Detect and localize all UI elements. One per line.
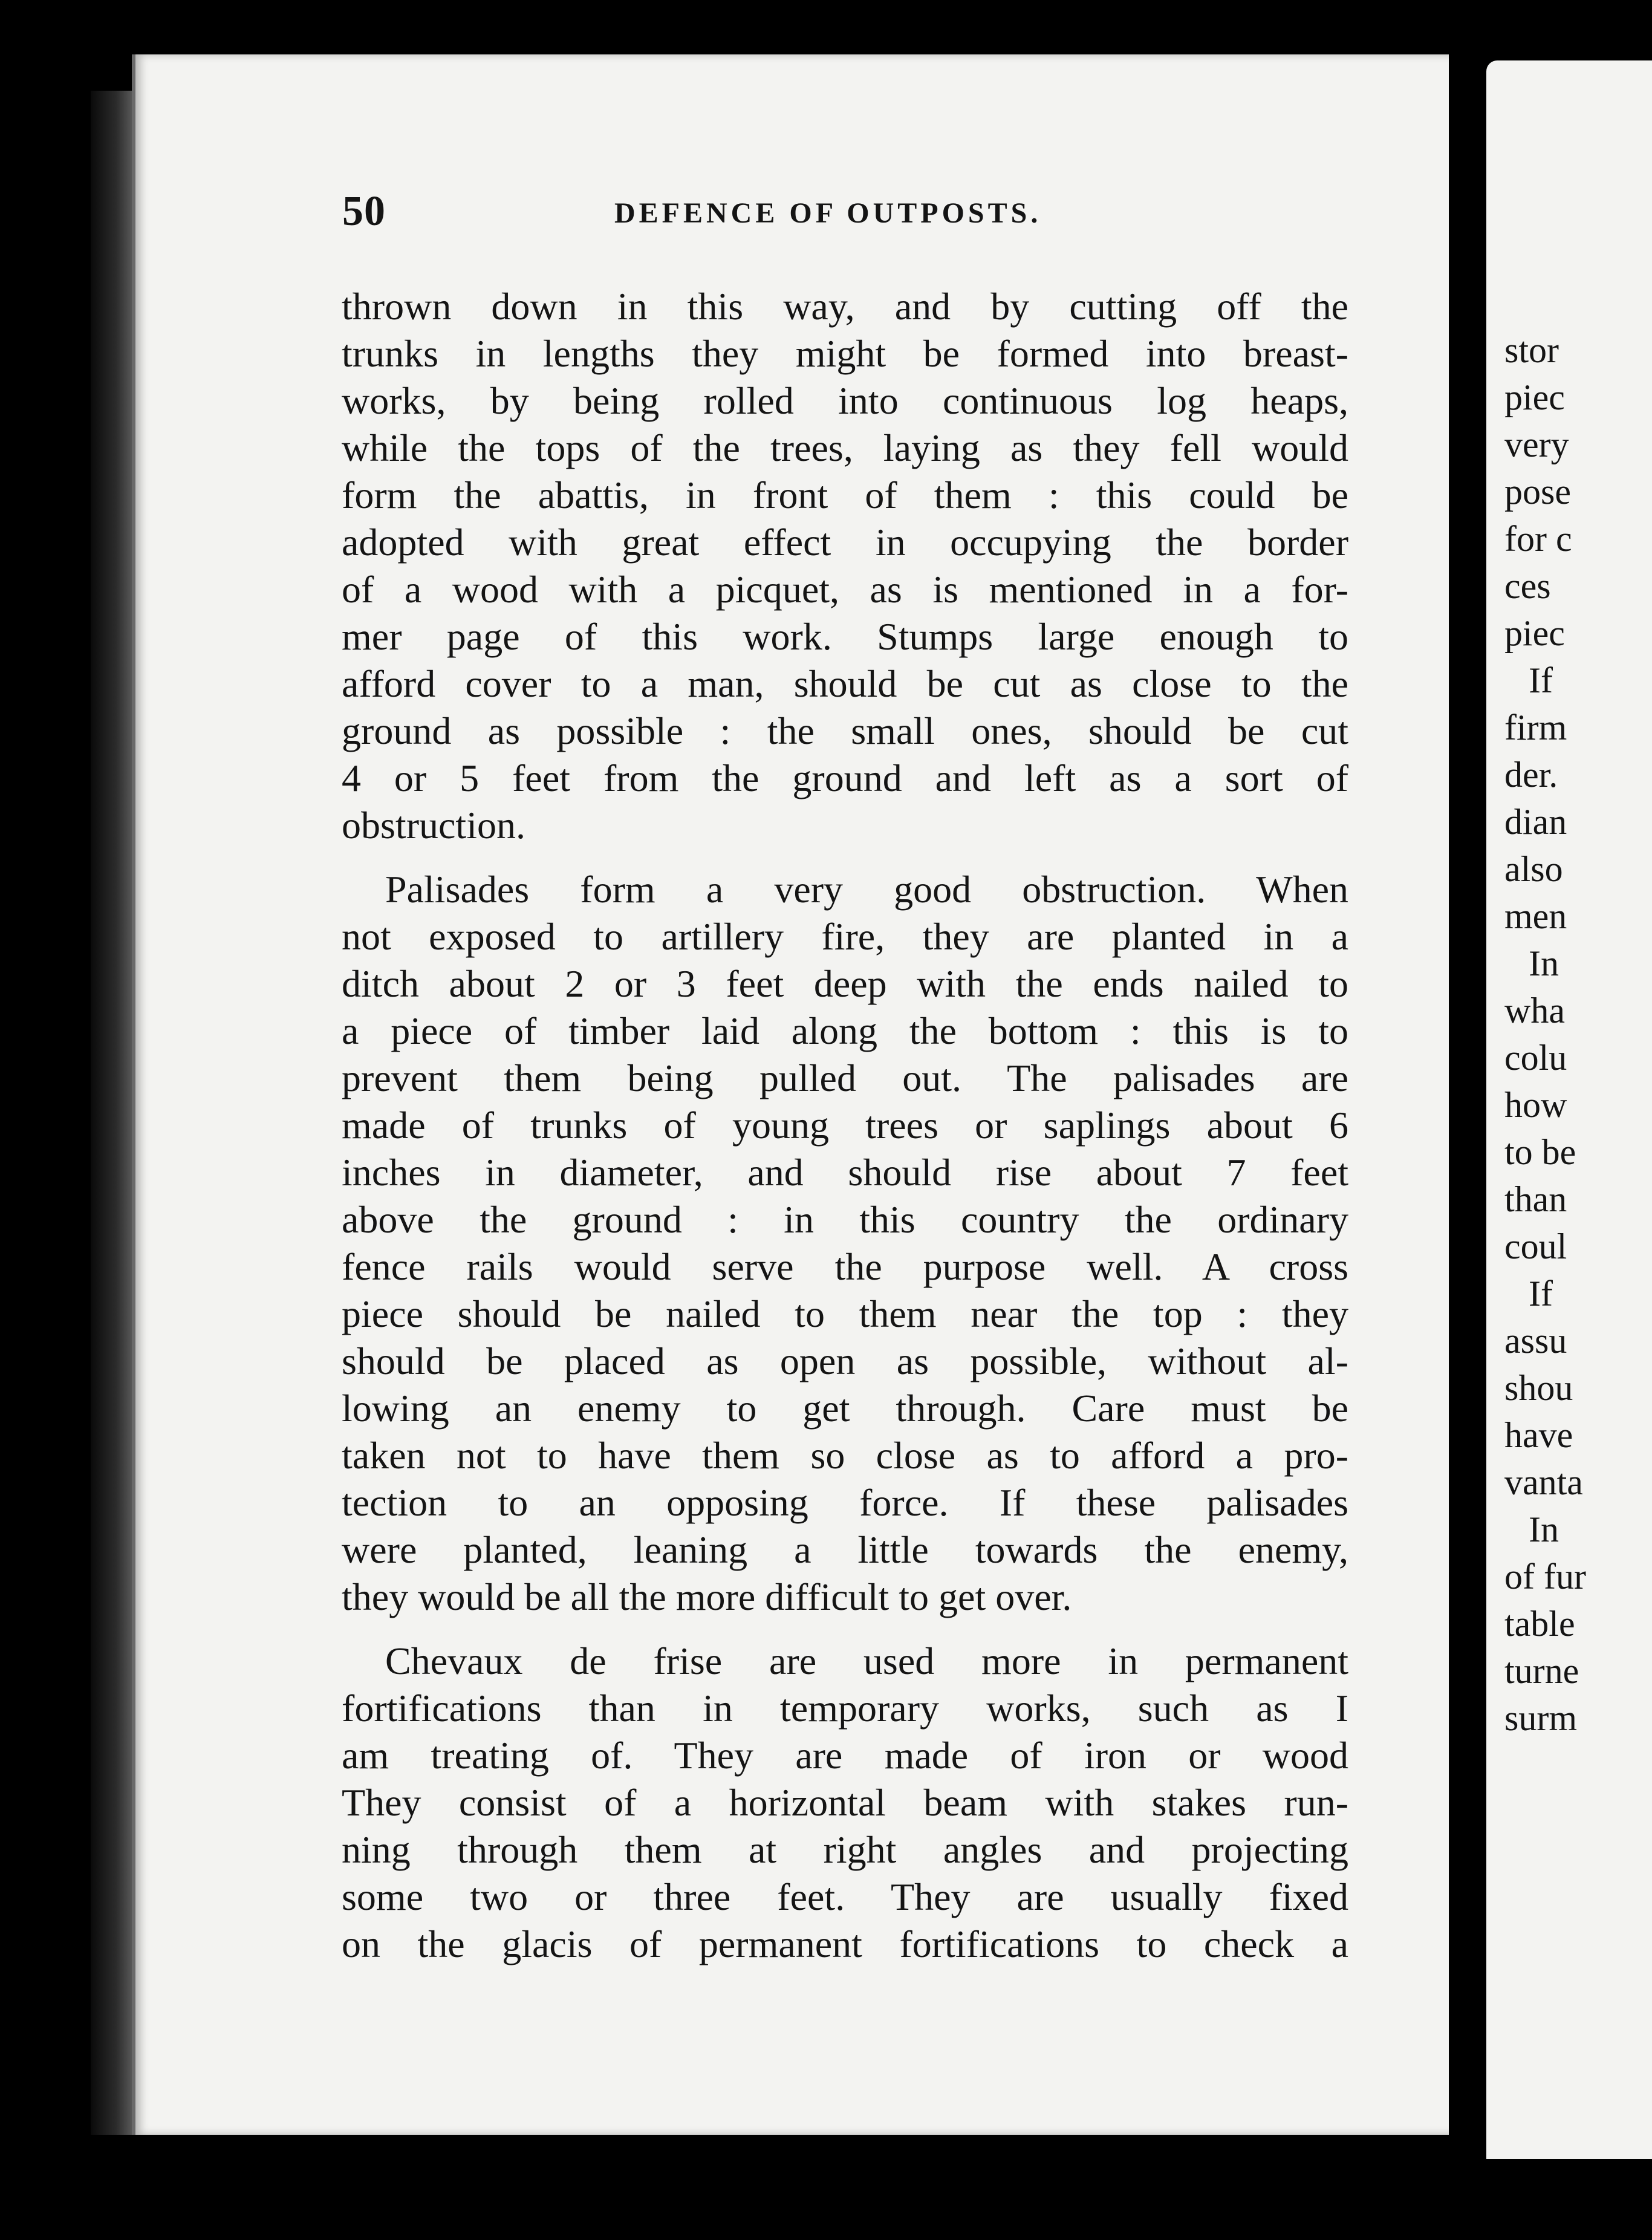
running-head xyxy=(209,184,1352,239)
text-line: they would be all the more difficult to get over. xyxy=(342,1575,1072,1618)
text-line: fence rails would serve the purpose well. A cross xyxy=(342,1245,1348,1288)
facing-line: table xyxy=(1504,1604,1575,1644)
page-number: 50 xyxy=(342,188,386,235)
text-line: They consist of a horizontal beam with stakes run- xyxy=(342,1781,1348,1824)
facing-line: men xyxy=(1504,896,1567,936)
facing-line: shou xyxy=(1504,1368,1573,1408)
text-line: trunks in lengths they might be formed into breast- xyxy=(342,332,1348,375)
facing-line: colu xyxy=(1504,1038,1567,1078)
text-line: lowing an enemy to get through. Care must be xyxy=(342,1387,1348,1430)
facing-line: der. xyxy=(1504,755,1558,795)
text-line: am treating of. They are made of iron or wood xyxy=(342,1734,1348,1777)
facing-line: surm xyxy=(1504,1698,1577,1738)
facing-line: piec xyxy=(1504,613,1565,653)
text-line: not exposed to artillery fire, they are planted in a xyxy=(342,915,1348,958)
body-text xyxy=(342,283,1348,1968)
text-line: adopted with great effect in occupying the border xyxy=(342,521,1348,564)
text-line: works, by being rolled into continuous log heaps, xyxy=(342,379,1348,422)
text-line: afford cover to a man, should be cut as close to the xyxy=(342,662,1348,705)
facing-line: stor xyxy=(1504,330,1559,370)
text-line: on the glacis of permanent fortifications to check a xyxy=(342,1923,1348,1965)
text-line: piece should be nailed to them near the top : they xyxy=(342,1292,1348,1335)
facing-line: ces xyxy=(1504,566,1551,606)
text-line: tection to an opposing force. If these palisades xyxy=(342,1481,1348,1524)
facing-line: coul xyxy=(1504,1226,1567,1266)
facing-line: turne xyxy=(1504,1651,1579,1691)
facing-line: dian xyxy=(1504,802,1567,842)
text-line: taken not to have them so close as to afford a pro- xyxy=(342,1434,1348,1477)
book-edge-shadow xyxy=(91,91,133,2135)
facing-line: assu xyxy=(1504,1321,1567,1361)
text-line: inches in diameter, and should rise about 7 feet xyxy=(342,1151,1348,1194)
facing-page-text xyxy=(1504,327,1586,1742)
text-line: form the abattis, in front of them : this could be xyxy=(342,474,1348,516)
text-line: fortifications than in temporary works, such as I xyxy=(342,1687,1348,1730)
text-line: obstruction. xyxy=(342,804,525,847)
facing-line: also xyxy=(1504,849,1563,889)
facing-line: how xyxy=(1504,1085,1567,1125)
facing-line: than xyxy=(1504,1179,1567,1219)
facing-line: piec xyxy=(1504,377,1565,417)
text-line: thrown down in this way, and by cutting off the xyxy=(342,285,1348,328)
facing-line: If xyxy=(1529,660,1553,700)
facing-line: of fur xyxy=(1504,1557,1586,1597)
running-title: DEFENCE OF OUTPOSTS. xyxy=(614,197,1042,229)
facing-line: to be xyxy=(1504,1132,1576,1172)
text-line: ditch about 2 or 3 feet deep with the ends nailed to xyxy=(342,962,1348,1005)
text-line: Chevaux de frise are used more in permanent xyxy=(385,1639,1348,1682)
text-line: 4 or 5 feet from the ground and left as a sort of xyxy=(342,757,1348,799)
facing-line: very xyxy=(1504,425,1569,464)
text-line: some two or three feet. They are usually fixed xyxy=(342,1875,1348,1918)
facing-line: In xyxy=(1529,943,1559,983)
text-line: while the tops of the trees, laying as they fell would xyxy=(342,426,1348,469)
facing-line: firm xyxy=(1504,708,1567,747)
text-line: ning through them at right angles and projecting xyxy=(342,1828,1348,1871)
facing-page xyxy=(1486,60,1652,2159)
text-line: Palisades form a very good obstruction. When xyxy=(385,868,1348,911)
text-line: above the ground : in this country the ordinary xyxy=(342,1198,1348,1241)
facing-line: wha xyxy=(1504,991,1565,1030)
text-line: made of trunks of young trees or saplings about 6 xyxy=(342,1104,1348,1147)
text-line: should be placed as open as possible, without al- xyxy=(342,1340,1348,1382)
text-line: mer page of this work. Stumps large enough to xyxy=(342,615,1348,658)
text-line: of a wood with a picquet, as is mentioned in a for- xyxy=(342,568,1348,611)
book-gutter xyxy=(1449,42,1486,2171)
facing-line: for c xyxy=(1504,519,1572,559)
text-line: a piece of timber laid along the bottom : this is to xyxy=(342,1009,1348,1052)
facing-line: pose xyxy=(1504,472,1571,512)
facing-line: vanta xyxy=(1504,1462,1583,1502)
text-line: were planted, leaning a little towards the enemy, xyxy=(342,1528,1348,1571)
text-line: ground as possible : the small ones, should be cut xyxy=(342,709,1348,752)
facing-line: In xyxy=(1529,1509,1559,1549)
facing-line: If xyxy=(1529,1274,1553,1314)
text-line: prevent them being pulled out. The palisades are xyxy=(342,1057,1348,1099)
facing-line: have xyxy=(1504,1415,1573,1455)
